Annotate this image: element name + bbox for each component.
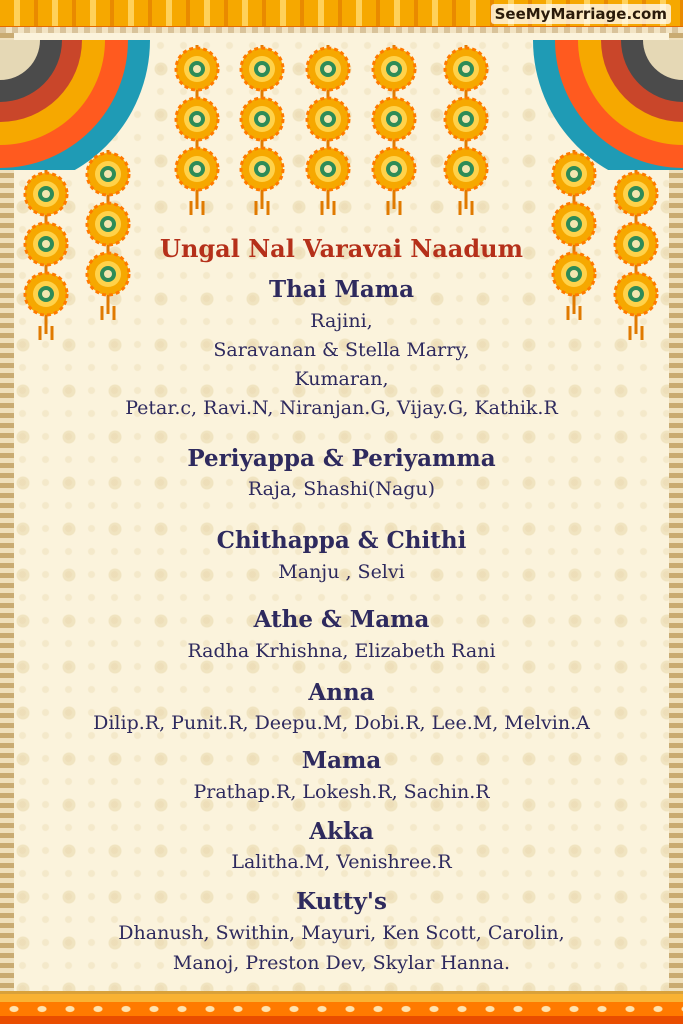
section-heading: Thai Mama (268, 276, 415, 303)
names-line: Lalitha.M, Venishree.R (231, 851, 452, 873)
section-heading: Anna (308, 679, 375, 706)
names-line: Dilip.R, Punit.R, Deepu.M, Dobi.R, Lee.M, Melvin.A (93, 712, 590, 734)
section-heading: Athe & Mama (253, 606, 430, 633)
bottom-border-band (0, 991, 683, 1024)
names-line: Dhanush, Swithin, Mayuri, Ken Scott, Carolin, (118, 922, 565, 944)
invitation-title: Ungal Nal Varavai Naadum (160, 234, 523, 263)
names-line: Manju , Selvi (278, 561, 405, 583)
section-heading: Periyappa & Periyamma (187, 445, 496, 472)
names-line: Rajini, (310, 310, 373, 332)
marigold-garland-icon (366, 45, 422, 215)
marigold-garland-icon (169, 45, 225, 215)
section-heading: Akka (309, 818, 374, 845)
section-heading: Kutty's (296, 888, 387, 915)
section-heading: Mama (301, 747, 382, 774)
names-line: Prathap.R, Lokesh.R, Sachin.R (193, 781, 490, 803)
watermark-text: SeeMyMarriage.com (491, 4, 671, 24)
left-border (0, 33, 14, 994)
right-border (669, 33, 683, 994)
names-line: Petar.c, Ravi.N, Niranjan.G, Vijay.G, Kathik.R (125, 397, 558, 419)
names-line: Manoj, Preston Dev, Skylar Hanna. (172, 952, 511, 974)
section-heading: Chithappa & Chithi (216, 527, 467, 554)
names-line: Raja, Shashi(Nagu) (247, 478, 436, 500)
names-line: Saravanan & Stella Marry, (213, 339, 470, 361)
names-line: Kumaran, (294, 368, 389, 390)
names-line: Radha Krhishna, Elizabeth Rani (187, 640, 496, 662)
marigold-garland-icon (438, 45, 494, 215)
marigold-garland-icon (300, 45, 356, 215)
marigold-garland-icon (234, 45, 290, 215)
